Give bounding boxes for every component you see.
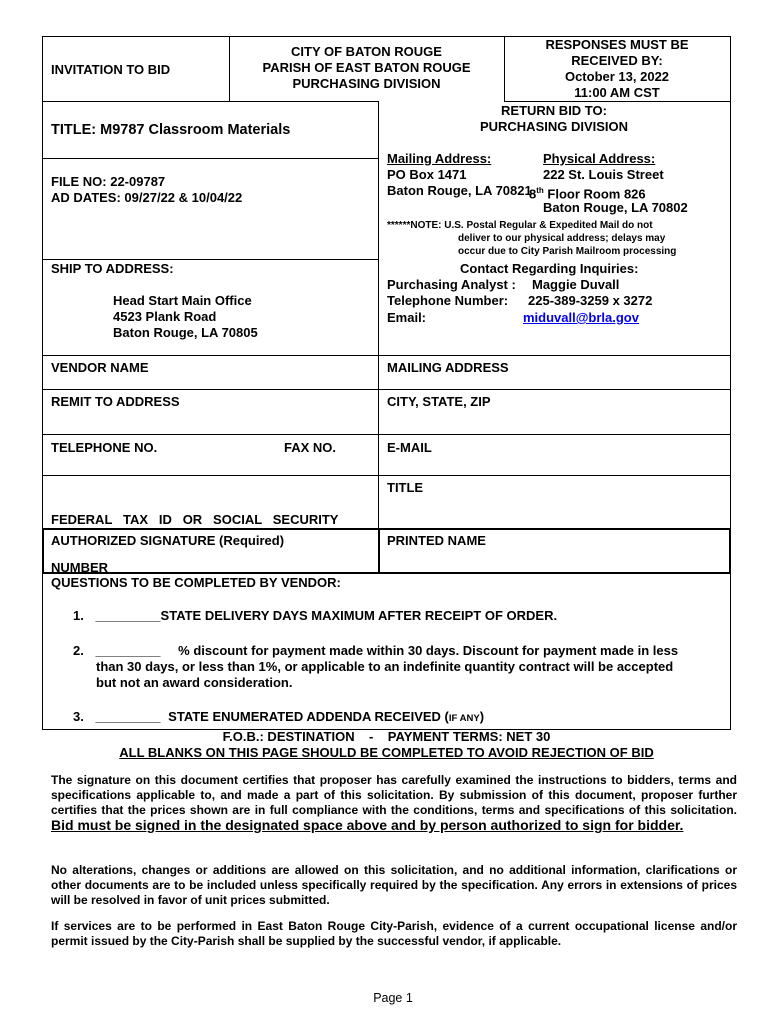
q3-text: STATE ENUMERATED ADDENDA RECEIVED ( [168, 709, 449, 724]
file-number: FILE NO: 22-09787 [51, 174, 166, 189]
return-bid-line-2: PURCHASING DIVISION [479, 119, 629, 134]
q2-line-2: than 30 days, or less than 1%, or applicable to an indefinite quantity contract will be accepted [96, 659, 674, 674]
response-deadline [504, 37, 730, 101]
phone-label: Telephone Number: [387, 293, 509, 308]
remit-to-field[interactable]: REMIT TO ADDRESS [51, 394, 180, 409]
mailing-address-field[interactable]: MAILING ADDRESS [387, 360, 509, 375]
vendor-name-field[interactable]: VENDOR NAME [51, 360, 149, 375]
title-field[interactable]: TITLE [387, 480, 424, 495]
question-2 [73, 643, 725, 691]
q3-small: IF ANY [448, 713, 480, 724]
tax-id-line-2: NUMBER [51, 560, 109, 575]
invitation-to-bid-label: INVITATION TO BID [51, 62, 171, 77]
responses-line-2: RECEIVED BY: [571, 53, 663, 68]
return-bid-line-1: RETURN BID TO: [501, 103, 607, 118]
floor-number: 8 [529, 186, 537, 202]
q3-close: ) [479, 709, 485, 724]
mailing-address-line-1: PO Box 1471 [387, 167, 467, 182]
q1-blank[interactable]: _________ [95, 608, 161, 623]
responses-time: 11:00 AM CST [574, 85, 660, 100]
tax-id-line-1: FEDERAL TAX ID OR SOCIAL SECURITY [51, 512, 339, 527]
email-field[interactable]: E-MAIL [387, 440, 432, 455]
ship-to-line-3: Baton Rouge, LA 70805 [113, 325, 258, 340]
ship-to-label: SHIP TO ADDRESS: [51, 261, 174, 276]
floor-room: Floor Room 826 [543, 186, 646, 202]
signature-requirement: Bid must be signed in the designated space above and by person authorized to sign for bidder. [51, 817, 684, 833]
q1-number: 1. [73, 608, 84, 623]
city-state-zip-field[interactable]: CITY, STATE, ZIP [387, 394, 491, 409]
certification-text: The signature on this document certifies that proposer has carefully examined the instructions to bidders, terms and specifications applicable to, and made a part of this solicitation. By submission of this document, proposer further certifies that the prices shown are in full compliance with the conditions, terms and specifications of this solicitation. [51, 773, 737, 817]
organization-block [229, 44, 504, 92]
license-paragraph: If services are to be performed in East Baton Rouge City-Parish, evidence of a current occupational license and/or permit issued by the City-Parish shall be supplied by the successful vendor, if applicable. [51, 919, 737, 948]
fax-field[interactable]: FAX NO. [284, 440, 337, 455]
responses-date: October 13, 2022 [564, 69, 670, 84]
mail-note-line-1: ******NOTE: U.S. Postal Regular & Expedited Mail do not [387, 220, 653, 231]
authorized-signature-label: AUTHORIZED SIGNATURE (Required) [51, 533, 285, 548]
mail-note-line-3: occur due to City Parish Mailroom processing [458, 246, 677, 257]
mailing-address-line-2: Baton Rouge, LA 70821 [387, 183, 532, 198]
analyst-name: Maggie Duvall [532, 277, 620, 292]
alterations-paragraph: No alterations, changes or additions are allowed on this solicitation, and no additional information, clarifications or other documents are to be included unless specifically required by the specification. Any errors in extensions of prices will be resolved in favor of unit prices submitted. [51, 863, 737, 907]
responses-line-1: RESPONSES MUST BE [545, 37, 689, 52]
org-line-1: CITY OF BATON ROUGE [291, 44, 442, 59]
org-line-3: PURCHASING DIVISION [292, 76, 441, 91]
floor-suffix: th [536, 186, 544, 195]
question-1 [73, 608, 557, 624]
q2-line-3: but not an award consideration. [96, 675, 293, 690]
physical-address-line-1: 222 St. Louis Street [543, 167, 664, 182]
printed-name-label: PRINTED NAME [387, 533, 486, 548]
physical-address-line-3: Baton Rouge, LA 70802 [543, 200, 688, 215]
q2-line-1: % discount for payment made within 30 days. Discount for payment made in less [178, 643, 679, 658]
phone-value: 225-389-3259 x 3272 [528, 293, 653, 308]
q3-blank[interactable]: _________ [95, 709, 161, 724]
q1-text: STATE DELIVERY DAYS MAXIMUM AFTER RECEIPT OF ORDER. [160, 608, 558, 623]
ad-dates: AD DATES: 09/27/22 & 10/04/22 [51, 190, 243, 205]
org-line-2: PARISH OF EAST BATON ROUGE [262, 60, 471, 75]
q3-number: 3. [73, 709, 84, 724]
bid-title: TITLE: M9787 Classroom Materials [51, 122, 291, 138]
ship-to-line-2: 4523 Plank Road [113, 309, 217, 324]
completion-warning: ALL BLANKS ON THIS PAGE SHOULD BE COMPLETED TO AVOID REJECTION OF BID [119, 745, 654, 760]
q2-number: 2. [73, 643, 84, 658]
certification-paragraph [51, 773, 737, 834]
question-3 [73, 709, 484, 727]
mail-note-line-2: deliver to our physical address; delays may [458, 233, 666, 244]
analyst-label: Purchasing Analyst : [387, 277, 516, 292]
telephone-field[interactable]: TELEPHONE NO. [51, 440, 158, 455]
email-label: Email: [387, 310, 427, 325]
contact-email-link[interactable]: miduvall@brla.gov [523, 310, 639, 325]
mailing-address-label: Mailing Address: [387, 151, 492, 166]
contact-heading: Contact Regarding Inquiries: [460, 261, 639, 276]
return-bid-heading [378, 103, 730, 135]
ship-to-line-1: Head Start Main Office [113, 293, 252, 308]
physical-address-label: Physical Address: [543, 151, 656, 166]
fob-terms: F.O.B.: DESTINATION - PAYMENT TERMS: NET 30 [222, 729, 551, 744]
questions-heading: QUESTIONS TO BE COMPLETED BY VENDOR: [51, 575, 341, 590]
q2-blank[interactable]: _________ [95, 643, 161, 658]
page-number: Page 1 [373, 991, 413, 1005]
